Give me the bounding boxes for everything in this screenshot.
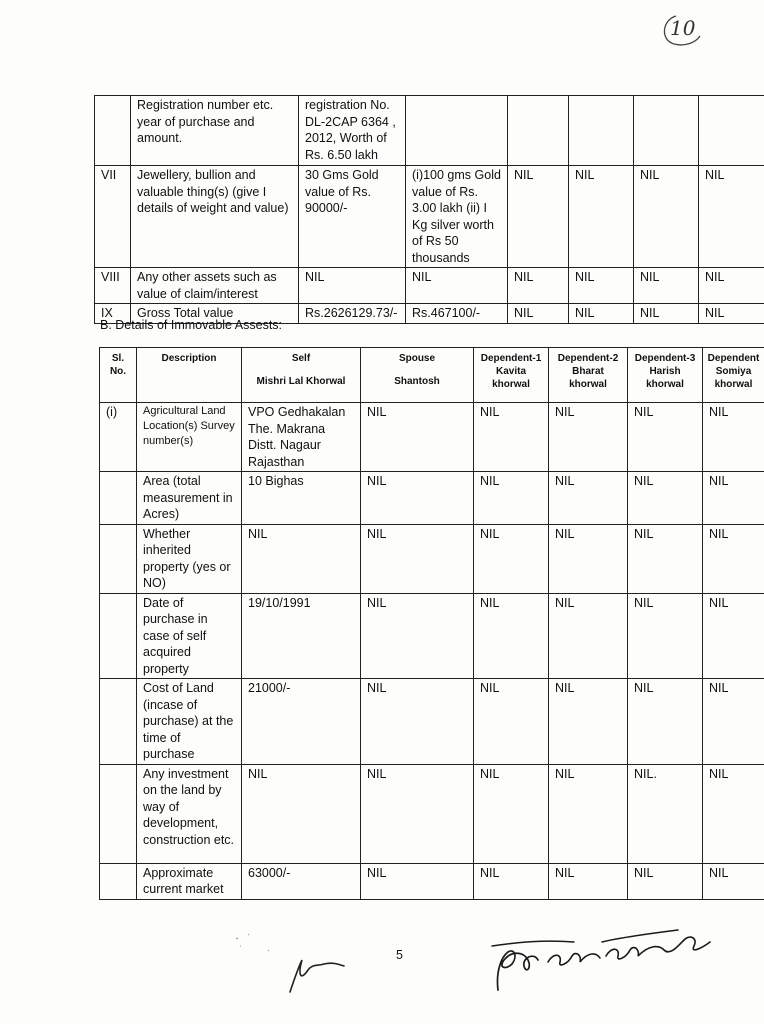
self-cell: 19/10/1991: [242, 593, 361, 679]
dependent1-cell: [508, 96, 569, 166]
initials-signature-icon: [228, 930, 358, 1000]
self-cell: 63000/-: [242, 863, 361, 899]
spouse-cell: NIL: [361, 593, 474, 679]
sl-cell: VIII: [95, 268, 131, 304]
header-spouse-name: Shantosh: [394, 376, 440, 387]
sl-cell: IX: [95, 304, 131, 324]
description-cell: Jewellery, bullion and valuable thing(s) (give I details of weight and value): [131, 166, 299, 268]
header-dependent1-name: Kavita khorwal: [492, 366, 530, 390]
dependent3-cell: NIL: [628, 679, 703, 765]
self-cell: 30 Gms Gold value of Rs. 90000/-: [299, 166, 406, 268]
description-cell: Agricultural Land Location(s) Survey number(s): [137, 403, 242, 472]
dependent2-cell: NIL: [549, 764, 628, 863]
description-cell: Any investment on the land by way of development, construction etc.: [137, 764, 242, 863]
dependent4-cell: NIL: [703, 472, 764, 525]
self-cell: registration No. DL-2CAP 6364 , 2012, Worth of Rs. 6.50 lakh: [299, 96, 406, 166]
sl-cell: VII: [95, 166, 131, 268]
description-cell: Whether inherited property (yes or NO): [137, 524, 242, 593]
dependent3-cell: NIL: [634, 304, 699, 324]
dependent2-cell: NIL: [569, 268, 634, 304]
spouse-cell: Rs.467100/-: [406, 304, 508, 324]
dependent1-cell: NIL: [474, 679, 549, 765]
page-number: 5: [396, 948, 403, 962]
dependent1-cell: NIL: [474, 593, 549, 679]
dependent1-cell: NIL: [474, 764, 549, 863]
header-dependent1: [474, 348, 549, 403]
self-cell: NIL: [299, 268, 406, 304]
header-dependent4: [703, 348, 764, 403]
spouse-cell: NIL: [361, 863, 474, 899]
dependent3-cell: NIL: [634, 268, 699, 304]
header-row: [100, 348, 764, 403]
self-cell: 21000/-: [242, 679, 361, 765]
self-cell: Rs.2626129.73/-: [299, 304, 406, 324]
sl-cell: [100, 863, 137, 899]
immovable-assets-table: [99, 347, 764, 900]
dependent1-cell: NIL: [508, 166, 569, 268]
header-self: [242, 348, 361, 403]
sl-cell: [100, 472, 137, 525]
header-self-label: Self: [291, 353, 311, 364]
self-cell: VPO Gedhakalan The. Makrana Distt. Nagaur Rajasthan: [242, 403, 361, 472]
description-cell: Cost of Land (incase of purchase) at the time of purchase: [137, 679, 242, 765]
header-dependent2: [549, 348, 628, 403]
dependent3-cell: NIL: [628, 472, 703, 525]
dependent4-cell: NIL: [703, 524, 764, 593]
dependent2-cell: NIL: [569, 166, 634, 268]
self-cell: 10 Bighas: [242, 472, 361, 525]
dependent2-cell: NIL: [549, 403, 628, 472]
table-row: [100, 593, 764, 679]
description-cell: Date of purchase in case of self acquired property: [137, 593, 242, 679]
dependent1-cell: NIL: [474, 472, 549, 525]
header-dependent3-name: Harish khorwal: [646, 366, 684, 390]
dependent4-cell: [699, 96, 764, 166]
table-row: [100, 403, 764, 472]
dependent3-cell: NIL.: [628, 764, 703, 863]
sl-cell: (i): [100, 403, 137, 472]
header-self-name: Mishri Lal Khorwal: [256, 376, 346, 387]
dependent4-cell: NIL: [703, 593, 764, 679]
table-row: [100, 863, 764, 899]
spouse-cell: NIL: [361, 472, 474, 525]
page-corner-mark: [656, 10, 706, 50]
sl-cell: [100, 679, 137, 765]
corner-mark-number: 10: [670, 16, 696, 40]
movable-assets-table: [94, 95, 764, 324]
header-dependent4-label: Dependent: [707, 353, 760, 364]
dependent1-cell: NIL: [474, 403, 549, 472]
description-cell: Area (total measurement in Acres): [137, 472, 242, 525]
dependent3-cell: NIL: [628, 863, 703, 899]
spouse-cell: NIL: [361, 679, 474, 765]
dependent2-cell: NIL: [549, 524, 628, 593]
dependent3-cell: NIL: [628, 524, 703, 593]
spouse-cell: NIL: [361, 524, 474, 593]
table-row: [95, 96, 764, 166]
spouse-cell: NIL: [406, 268, 508, 304]
description-cell: Gross Total value: [131, 304, 299, 324]
dependent2-cell: NIL: [549, 472, 628, 525]
spouse-cell: [406, 96, 508, 166]
description-cell: Registration number etc. year of purchase and amount.: [131, 96, 299, 166]
handwritten-signature-icon: [478, 912, 728, 1002]
description-cell: Approximate current market: [137, 863, 242, 899]
dependent4-cell: NIL: [699, 166, 764, 268]
spouse-cell: (i)100 gms Gold value of Rs. 3.00 lakh (ii) I Kg silver worth of Rs 50 thousands: [406, 166, 508, 268]
dependent4-cell: NIL: [703, 679, 764, 765]
dependent2-cell: [569, 96, 634, 166]
dependent2-cell: NIL: [549, 863, 628, 899]
dependent1-cell: NIL: [474, 524, 549, 593]
dependent3-cell: [634, 96, 699, 166]
header-dependent2-label: Dependent-2: [557, 353, 619, 364]
header-dependent1-label: Dependent-1: [480, 353, 542, 364]
header-dependent4-name: Somiya khorwal: [714, 366, 753, 390]
table-row: [95, 166, 764, 268]
self-cell: NIL: [242, 764, 361, 863]
header-spouse-label: Spouse: [398, 353, 436, 364]
dependent1-cell: NIL: [508, 268, 569, 304]
dependent1-cell: NIL: [508, 304, 569, 324]
description-cell: Any other assets such as value of claim/interest: [131, 268, 299, 304]
header-spouse: [361, 348, 474, 403]
table-row: [100, 524, 764, 593]
dependent4-cell: NIL: [699, 304, 764, 324]
sl-cell: [100, 593, 137, 679]
dependent3-cell: NIL: [628, 403, 703, 472]
section-b-title: B. Details of Immovable Assests:: [100, 318, 283, 332]
table-row: [100, 679, 764, 765]
table-row: [95, 268, 764, 304]
dependent1-cell: NIL: [474, 863, 549, 899]
spouse-cell: NIL: [361, 764, 474, 863]
dependent2-cell: NIL: [549, 679, 628, 765]
spouse-cell: NIL: [361, 403, 474, 472]
sl-cell: [100, 764, 137, 863]
dependent3-cell: NIL: [634, 166, 699, 268]
header-dependent3: [628, 348, 703, 403]
header-dependent2-name: Bharat khorwal: [569, 366, 607, 390]
header-description: Description: [137, 348, 242, 403]
dependent4-cell: NIL: [703, 863, 764, 899]
dependent3-cell: NIL: [628, 593, 703, 679]
dependent4-cell: NIL: [703, 764, 764, 863]
dependent2-cell: NIL: [569, 304, 634, 324]
sl-cell: [100, 524, 137, 593]
table-row: [100, 764, 764, 863]
dependent4-cell: NIL: [699, 268, 764, 304]
sl-cell: [95, 96, 131, 166]
dependent4-cell: NIL: [703, 403, 764, 472]
header-dependent3-label: Dependent-3: [634, 353, 696, 364]
table-row: [100, 472, 764, 525]
self-cell: NIL: [242, 524, 361, 593]
header-sl: Sl. No.: [100, 348, 137, 403]
dependent2-cell: NIL: [549, 593, 628, 679]
